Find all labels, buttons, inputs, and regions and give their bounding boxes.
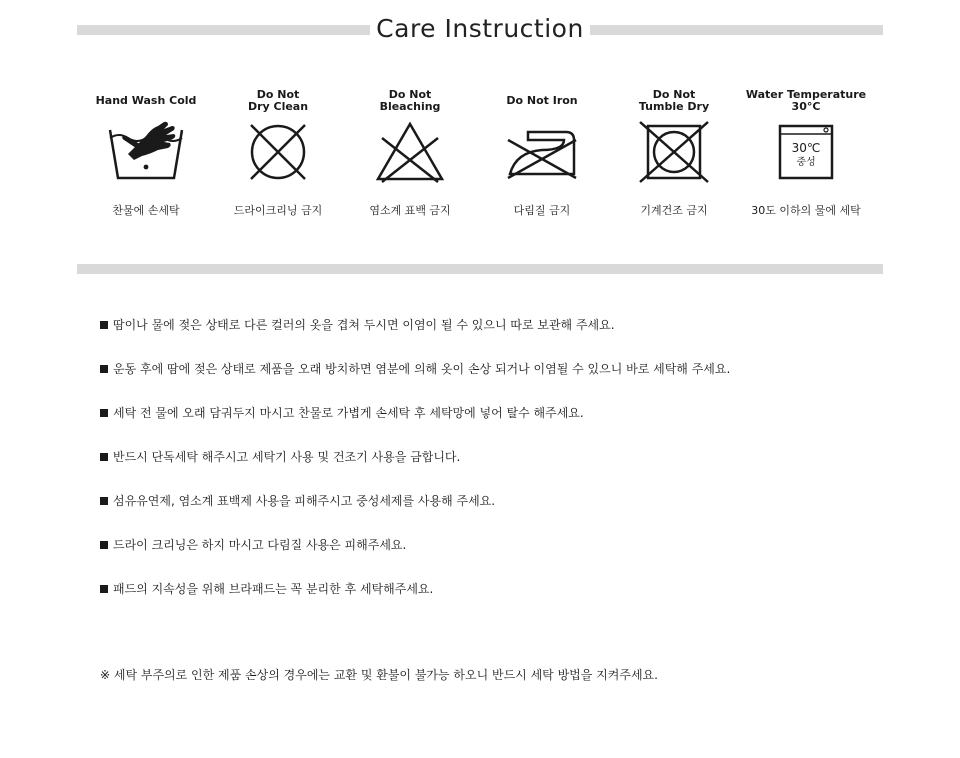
care-note-text: 땀이나 물에 젖은 상태로 다른 컬러의 옷을 겹쳐 두시면 이염이 될 수 있으니 따로 보관해 주세요. (113, 318, 615, 332)
icon-temp-text: 30℃ (791, 141, 821, 155)
symbol-en-label: Water Temperature 30°C (745, 88, 867, 113)
symbol-no-iron (476, 82, 608, 232)
no-iron-icon (502, 120, 582, 184)
symbol-en-label: Hand Wash Cold (95, 94, 197, 107)
no-dry-clean-icon (238, 120, 318, 184)
care-instruction-header (77, 14, 883, 46)
symbol-ko-label: 다림질 금지 (513, 204, 571, 217)
care-note-text: 운동 후에 땀에 젖은 상태로 제품을 오래 방치하면 염분에 의해 옷이 손상 되거나 이염될 수 있으니 바로 세탁해 주세요. (113, 362, 731, 376)
symbol-ko-label: 염소계 표백 금지 (369, 204, 451, 217)
symbol-ko-label: 드라이크리닝 금지 (233, 204, 323, 217)
care-note-text: 패드의 지속성을 위해 브라패드는 꼭 분리한 후 세탁해주세요. (113, 582, 434, 596)
warning-note: ※ 세탁 부주의로 인한 제품 손상의 경우에는 교환 및 환불이 불가능 하오니 반드시 세탁 방법을 지켜주세요. (100, 668, 658, 682)
symbol-en-label: Do Not Dry Clean (247, 88, 309, 113)
care-note (100, 359, 880, 403)
square-bullet-icon (100, 409, 108, 417)
no-tumble-dry-icon (634, 120, 714, 184)
care-note (100, 491, 880, 535)
section-divider (77, 264, 883, 274)
square-bullet-icon (100, 321, 108, 329)
symbol-no-tumble-dry (608, 82, 740, 232)
care-notes-list (100, 315, 880, 623)
symbol-ko-label: 찬물에 손세탁 (112, 204, 180, 217)
no-bleach-icon (370, 120, 450, 184)
icon-cycle-text: 중성 (796, 157, 816, 168)
square-bullet-icon (100, 585, 108, 593)
square-bullet-icon (100, 541, 108, 549)
care-symbols-row (80, 82, 880, 232)
page-title: Care Instruction (376, 14, 584, 43)
symbol-hand-wash (80, 82, 212, 232)
square-bullet-icon (100, 365, 108, 373)
care-note-text: 반드시 단독세탁 해주시고 세탁기 사용 및 건조기 사용을 금합니다. (113, 450, 461, 464)
care-note-text: 드라이 크리닝은 하지 마시고 다림질 사용은 피해주세요. (113, 538, 407, 552)
symbol-en-label: Do Not Bleaching (379, 88, 441, 113)
header-rule-left (77, 25, 370, 35)
care-note (100, 535, 880, 579)
square-bullet-icon (100, 453, 108, 461)
symbol-water-temp (740, 82, 872, 232)
symbol-ko-label: 기계건조 금지 (640, 204, 708, 217)
care-note-text: 세탁 전 물에 오래 담궈두지 마시고 찬물로 가볍게 손세탁 후 세탁망에 넣어 탈수 해주세요. (113, 406, 584, 420)
machine-wash-30-icon (766, 120, 846, 184)
symbol-en-label: Do Not Tumble Dry (638, 88, 710, 113)
care-note (100, 403, 880, 447)
symbol-en-label: Do Not Iron (506, 94, 578, 107)
care-note-text: 섬유유연제, 염소계 표백제 사용을 피해주시고 중성세제를 사용해 주세요. (113, 494, 496, 508)
care-note (100, 579, 880, 623)
header-rule-right (590, 25, 883, 35)
hand-wash-icon (106, 120, 186, 184)
symbol-no-dry-clean (212, 82, 344, 232)
square-bullet-icon (100, 497, 108, 505)
care-note (100, 447, 880, 491)
care-note (100, 315, 880, 359)
symbol-ko-label: 30도 이하의 물에 세탁 (751, 204, 861, 217)
symbol-no-bleach (344, 82, 476, 232)
